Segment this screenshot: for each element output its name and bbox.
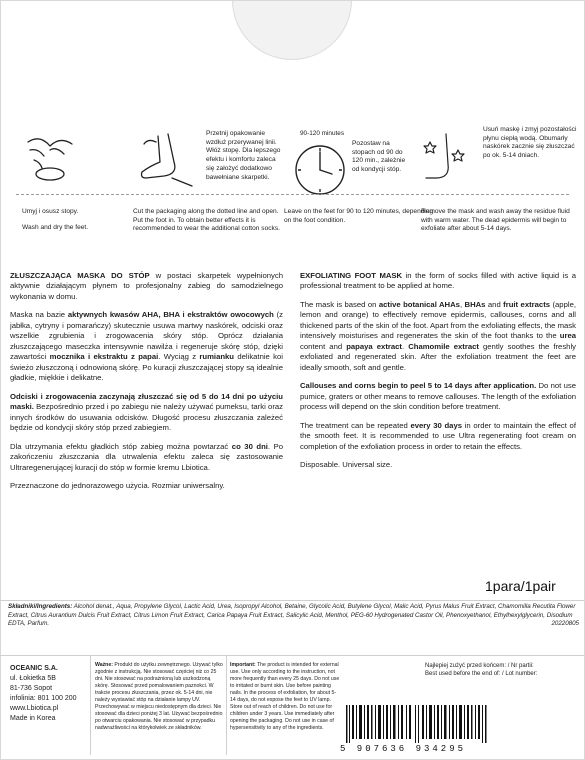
- en-intro: in the form of socks filled with active liquid is a professional treatment to be applied at home.: [300, 271, 576, 291]
- pl-p2d: mocznika i ekstraktu z papai: [49, 352, 159, 362]
- pl-p2a: Maska na bazie: [10, 310, 68, 320]
- pl-p2e: . Wyciąg z: [158, 352, 200, 362]
- warning-en: [230, 662, 340, 732]
- ingredients: [8, 603, 579, 629]
- divider-bottom: [0, 655, 585, 656]
- warning-pl-text: Produkt do użytku zewnętrznego. Używać tylko zgodnie z instrukcją. Nie stosować częściej niż co 25 dni. Nie stosować na podrażnioną lub uszkodzoną skórę. Stosować przed pomalowaniem paznokci. W trakcie procesu złuszczania, przez ok. 5-14 dni, nie należy wystawiać stóp na działanie lampy UV. Przechowywać w miejscu niedostępnym dla dzieci. Nie stosować dla dzieci poniżej 3 lat. Używać bezpośrednio po otwarciu opakowania. Nie stosować w przypadku nadwrażliwości na którykolwiek ze składników.: [95, 662, 223, 731]
- en-p2l: Chamomile extract: [408, 341, 479, 351]
- pl-p5: Przeznaczone do jednorazowego użycia. Rozmiar uniwersalny.: [10, 480, 225, 490]
- step3-text-en: Leave on the feet for 90 to 120 minutes, depending on the foot condition.: [284, 208, 434, 224]
- en-p3: Do not use pumice, graters or other means to remove callouses. The length of the exfoliation process will depend on the skin condition before treatment.: [300, 381, 576, 412]
- company-hotline: infolinia: 801 100 200: [10, 694, 77, 702]
- cut-line: [16, 194, 569, 195]
- en-p2c: ,: [459, 299, 465, 309]
- en-p4a: The treatment can be repeated: [300, 420, 411, 430]
- en-p2i: content and: [300, 341, 347, 351]
- step3-text-pl: Pozostaw na stopach od 90 do 120 min., zależnie od kondycji stóp.: [352, 140, 406, 174]
- en-p3-bold: Callouses and corns begin to peel 5 to 14 days after application.: [300, 381, 537, 391]
- company-street: ul. Łokietka 5B: [10, 674, 56, 682]
- description-en: [300, 271, 576, 479]
- pl-p3-bold: Odciski i zrogowacenia zaczynają złuszczać się od 5 do 14 dni po użyciu maski.: [10, 391, 283, 412]
- warning-en-label: Important:: [230, 662, 256, 668]
- pl-p4a: Dla utrzymania efektu gładkich stóp zabieg można powtarzać: [10, 441, 232, 451]
- barcode: [340, 705, 500, 743]
- en-p2b: active botanical AHAs: [378, 299, 460, 309]
- washing-hands-icon: [20, 130, 80, 202]
- best-before: [425, 662, 583, 678]
- company-info: [10, 664, 90, 724]
- en-title: EXFOLIATING FOOT MASK: [300, 271, 403, 280]
- step2-text-pl: Przetnij opakowanie wzdłuż przerywanej linii. Włóż stopę. Dla lepszego efektu i komfortu zaleca się założyć dodatkowo bawełniane skarpetki.: [206, 130, 281, 181]
- divider-v1: [90, 655, 91, 755]
- step4-text-pl: Usuń maskę i zmyj pozostałości płynu ciepłą wodą. Obumarły naskórek zacznie się złuszczać po ok. 5-14 dniach.: [483, 126, 577, 160]
- step2-text-en: Cut the packaging along the dotted line and open. Put the foot in. To obtain better effects it is recommended to wear the additional cotton socks.: [133, 208, 280, 233]
- divider-top: [0, 600, 585, 601]
- pl-title: ZŁUSZCZAJĄCA MASKA DO STÓP: [10, 271, 150, 280]
- en-p4c: in order to maintain the effect of the smooth feet. It is recommended to use Ultra regenerating foot cream on completion of the exfoliation process in order to retain the effects.: [300, 420, 576, 451]
- description-pl: [10, 271, 283, 499]
- en-p2f: fruit extracts: [503, 299, 551, 309]
- en-p2e: and: [485, 299, 504, 309]
- en-p2j: papaya extract: [346, 341, 402, 351]
- best-before-en: Best used before the end of: / Lot number:: [425, 671, 538, 678]
- pl-p2b: aktywnych kwasów AHA, BHA i ekstraktów owocowych: [67, 310, 274, 320]
- company-name: OCEANIC S.A.: [10, 665, 58, 672]
- pl-intro: w postaci skarpetek wypełnionych aktywnie działającym płynem to profesjonalny zabieg do samodzielnego wykonania w domu.: [10, 271, 283, 301]
- en-p2m: gently soothes the freshly exfoliated and regenerated skin. After the exfoliation treatment the feet are ideally smooth, soft and gentle.: [300, 341, 576, 372]
- barcode-number: 5 907636 934295: [340, 744, 467, 754]
- en-p2g: (apple, lemon and orange) to effectively remove epidermis, callouses, corns and all thickened parts of the skin of the foot. Apart from the exfoliating effects, the mask intensively moisturises and regenerates the skin of the foot thanks to the: [300, 299, 576, 341]
- quantity-label: 1para/1pair: [485, 578, 556, 594]
- company-origin: Made in Korea: [10, 714, 56, 722]
- ingredients-code: 20220805: [551, 620, 579, 628]
- pl-p2g: delikatnie koi świeżo złuszczoną i odnowioną skórę. Po kuracji złuszczającej stopy są idealnie gładkie, miękkie i delikatne.: [10, 352, 283, 383]
- company-website: www.Lbiotica.pl: [10, 704, 59, 712]
- best-before-pl: Najlepiej zużyć przed końcem: / Nr partii:: [425, 663, 534, 669]
- warning-en-text: The product is intended for external use. Use only according to the instruction, not more frequently than every 25 days. Do not use to irritated or burnt skin. Use before painting nails. In the process of exfoliation, for about 5-14 days, do not expose the feet to UV lamp. Store out of reach of children. Do not use for children under 3 years. Use immediately after opening the packaging. Do not use in case of hypersensitivity to any of the ingredients.: [230, 662, 340, 731]
- en-p5: Disposable. Universal size.: [300, 460, 393, 470]
- en-p2h: urea: [559, 331, 576, 341]
- pl-p2f: rumianku: [199, 352, 235, 362]
- step4-text-en: Remove the mask and wash away the residue fluid with warm water. The dead epidermis will begin to exfoliate after about 5-14 days.: [421, 208, 570, 233]
- en-p2d: BHAs: [464, 299, 486, 309]
- pl-p3: Bezpośrednio przed i po zabiegu nie należy używać pumeksu, tarki oraz innych środków do usuwania odcisków. Długość procesu złuszczania zależeć będzie od kondycji skóry stóp przed zabiegiem.: [10, 402, 283, 433]
- warning-pl: [95, 662, 225, 732]
- foot-in-sock-icon: [138, 132, 196, 192]
- en-p4b: every 30 days: [410, 420, 462, 430]
- en-p2a: The mask is based on: [300, 299, 379, 309]
- ingredients-list: Alcohol denat., Aqua, Propylene Glycol, Lactic Acid, Urea, Isopropyl Alcohol, Betaine, Glycolic Acid, Butylene Glycol, Malic Acid, Pyrus Malus Fruit Extract, Chamomilla Recutita Flower Extract, Citrus Aurantium Dulcis Fruit Extract, Citrus Limon Fruit Extract, Carica Papaya Fruit Extract, Salicylic Acid, Menthol, PEG-60 Hydrogenated Castor Oil, Phenoxyethanol, Ethylhexylglycerin, Disodium EDTA, Parfum.: [8, 603, 576, 628]
- pl-p4b: co 30 dni: [231, 441, 268, 451]
- pl-p2c: (z jabłka, cytryny i pomarańczy) skutecznie usuwa martwy naskórek, odciski oraz wszelkie zgrubienia i zrogowacenia skóry stóp. Oprócz działania złuszczającego maseczka intensywnie nawilża i regeneruje skórę stóp, dzięki zawartości: [10, 310, 283, 362]
- company-city: 81-736 Sopot: [10, 684, 53, 692]
- clock-icon: [292, 142, 348, 198]
- timer-label: 90-120 minutes: [299, 130, 345, 137]
- step1-text-en: Wash and dry the feet.: [22, 224, 89, 231]
- ingredients-label: Składniki/Ingredients:: [8, 603, 73, 610]
- smooth-foot-stars-icon: [420, 132, 470, 192]
- divider-v2: [226, 655, 227, 755]
- pl-p4c: . Po zakończeniu złuszczania dla utrwalenia efektu zaleca się zastosowanie Ultraregenerującej kuracji do stóp w formie kremu Lbiotica.: [10, 441, 283, 472]
- warning-pl-label: Ważne:: [95, 662, 113, 668]
- step1-text-pl: Umyj i osusz stopy.: [22, 208, 79, 215]
- en-p2k: .: [401, 341, 409, 351]
